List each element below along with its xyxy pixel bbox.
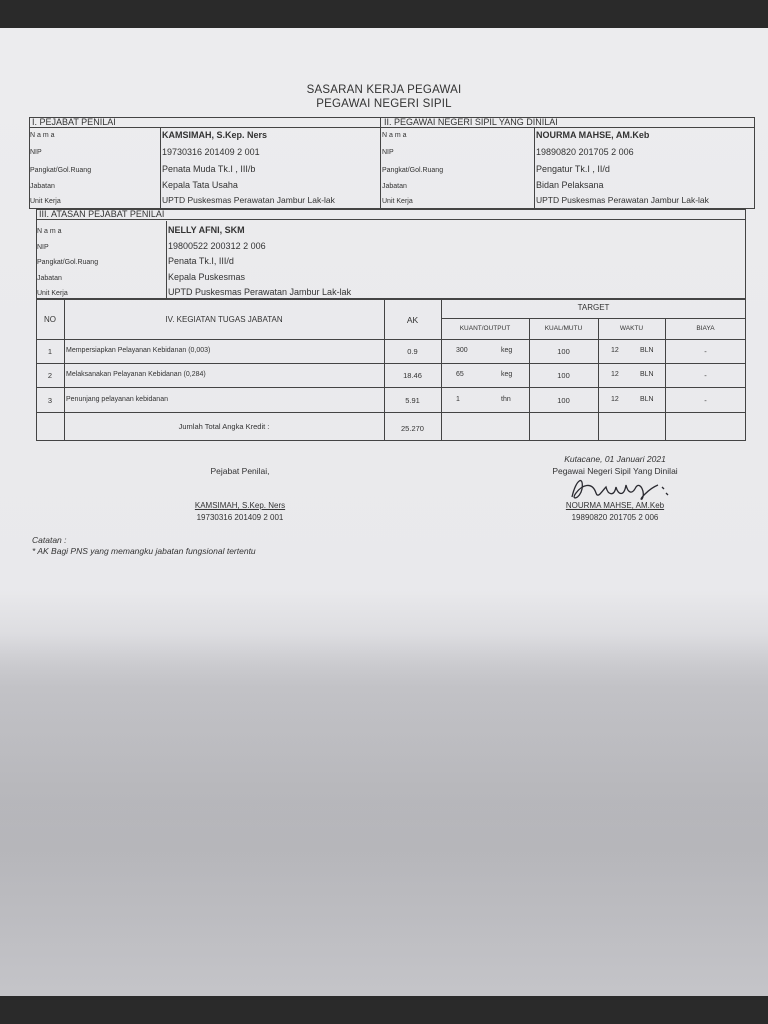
table-row-2-ak: 18.46 xyxy=(403,371,422,380)
pejabat-nip: 19730316 201409 2 001 xyxy=(162,147,260,157)
pejabat-title: Pejabat Penilai, xyxy=(210,466,270,476)
table-row-3-unit: thn xyxy=(501,396,511,403)
atasan-field-divider xyxy=(166,221,167,299)
col-target-header: TARGET xyxy=(577,303,610,312)
table-row-2-kegiatan: Melaksanakan Pelayanan Kebidanan (0,284) xyxy=(66,371,206,378)
pegawai-pangkat-label: Pangkat/Gol.Ruang xyxy=(382,167,444,174)
atasan-unit: UPTD Puskesmas Perawatan Jambur Lak-lak xyxy=(168,287,352,297)
page-shadow xyxy=(0,633,768,996)
col-line-ak xyxy=(441,299,442,441)
atasan-nama-label: N a m a xyxy=(37,228,62,235)
table-row-2-kuant: 65 xyxy=(456,371,464,378)
pejabat-jabatan-label: Jabatan xyxy=(30,183,55,190)
col-kual-header: KUAL/MUTU xyxy=(544,325,583,332)
col-ak-header: AK xyxy=(406,315,419,325)
table-row-1-unit: keg xyxy=(501,347,513,354)
row2-line xyxy=(36,387,746,388)
pegawai-nama-label: N a m a xyxy=(382,132,407,139)
pegawai-signature-name: NOURMA MAHSE, AM.Keb xyxy=(565,501,665,510)
table-row-1-waktu-unit: BLN xyxy=(640,347,654,354)
table-row-3-kuant: 1 xyxy=(456,396,460,403)
total-value: 25.270 xyxy=(401,424,424,433)
table-row-1-no: 1 xyxy=(47,347,53,356)
section-atasan xyxy=(36,209,746,299)
table-row-1-biaya: - xyxy=(704,347,707,356)
table-row-3-kual: 100 xyxy=(557,396,570,405)
table-row-2-biaya: - xyxy=(704,371,707,380)
pejabat-signature-name: KAMSIMAH, S.Kep. Ners xyxy=(194,501,286,510)
table-row-2-waktu-unit: BLN xyxy=(640,371,654,378)
pegawai-nip-label: NIP xyxy=(382,149,394,156)
col-kuant-header: KUANT/OUTPUT xyxy=(459,325,511,332)
atasan-unit-label: Unit Kerja xyxy=(37,290,68,297)
col-biaya-header: BIAYA xyxy=(696,325,715,332)
pejabat-penilai-header: I. PEJABAT PENILAI xyxy=(29,117,380,128)
pegawai-signature-nip: 19890820 201705 2 006 xyxy=(571,513,659,522)
pegawai-dinilai-header: II. PEGAWAI NEGERI SIPIL YANG DINILAI xyxy=(381,117,755,128)
atasan-nama: NELLY AFNI, SKM xyxy=(168,225,245,235)
pejabat-nama: KAMSIMAH, S.Kep. Ners xyxy=(162,130,268,140)
table-row-3-biaya: - xyxy=(704,396,707,405)
pegawai-nip: 19890820 201705 2 006 xyxy=(536,147,634,157)
col-no-header: NO xyxy=(44,315,56,324)
pejabat-pangkat-label: Pangkat/Gol.Ruang xyxy=(30,167,92,174)
table-row-1-ak: 0.9 xyxy=(407,347,418,356)
table-row-3-waktu: 12 xyxy=(611,396,619,403)
row1-line xyxy=(36,363,746,364)
table-row-3-kegiatan: Penunjang pelayanan kebidanan xyxy=(66,396,168,403)
table-row-2-unit: keg xyxy=(501,371,513,378)
pegawai-jabatan: Bidan Pelaksana xyxy=(536,180,604,190)
total-label: Jumlah Total Angka Kredit : xyxy=(178,422,270,431)
atasan-nip: 19800522 200312 2 006 xyxy=(168,241,266,251)
catatan-label: Catatan : xyxy=(32,535,67,545)
table-row-1-kuant: 300 xyxy=(456,347,468,354)
pejabat-nama-label: N a m a xyxy=(30,132,55,139)
col-waktu-header: WAKTU xyxy=(619,325,644,332)
pegawai-title: Pegawai Negeri Sipil Yang Dinilai xyxy=(552,466,678,476)
pejabat-jabatan: Kepala Tata Usaha xyxy=(162,180,238,190)
pejabat-unit-label: Unit Kerja xyxy=(30,198,61,205)
atasan-jabatan: Kepala Puskesmas xyxy=(168,272,246,282)
table-row-1-waktu: 12 xyxy=(611,347,619,354)
pejabat-nip-label: NIP xyxy=(30,149,42,156)
place-date: Kutacane, 01 Januari 2021 xyxy=(564,454,666,464)
pejabat-unit: UPTD Puskesmas Perawatan Jambur Lak-lak xyxy=(162,195,335,205)
table-row-1-kual: 100 xyxy=(557,347,570,356)
section-divider xyxy=(380,117,381,209)
header-bottom-line xyxy=(36,339,746,340)
handwritten-signature xyxy=(562,471,682,505)
pegawai-jabatan-label: Jabatan xyxy=(382,183,407,190)
document-subtitle: PEGAWAI NEGERI SIPIL xyxy=(316,98,452,110)
pegawai-pangkat: Pengatur Tk.I , II/d xyxy=(536,164,610,174)
document-title: SASARAN KERJA PEGAWAI xyxy=(306,84,462,96)
row3-line xyxy=(36,412,746,413)
target-header-line xyxy=(441,318,746,319)
table-row-1-kegiatan: Mempersiapkan Pelayanan Kebidanan (0,003) xyxy=(66,347,211,354)
atasan-header: III. ATASAN PEJABAT PENILAI xyxy=(36,209,746,220)
table-row-2-no: 2 xyxy=(47,371,53,380)
pegawai-unit-label: Unit Kerja xyxy=(382,198,413,205)
pegawai-field-divider xyxy=(534,128,535,209)
pejabat-pangkat: Penata Muda Tk.I , III/b xyxy=(162,164,256,174)
atasan-jabatan-label: Jabatan xyxy=(37,275,62,282)
atasan-pangkat: Penata Tk.I, III/d xyxy=(168,256,234,266)
pegawai-nama: NOURMA MAHSE, AM.Keb xyxy=(536,130,650,140)
table-row-3-ak: 5.91 xyxy=(405,396,420,405)
table-row-3-no: 3 xyxy=(47,396,53,405)
table-row-2-waktu: 12 xyxy=(611,371,619,378)
table-row-2-kual: 100 xyxy=(557,371,570,380)
pegawai-unit: UPTD Puskesmas Perawatan Jambur Lak-lak xyxy=(536,195,709,205)
table-row-3-waktu-unit: BLN xyxy=(640,396,654,403)
catatan-text: * AK Bagi PNS yang memangku jabatan fungsional tertentu xyxy=(32,546,256,556)
pejabat-signature-nip: 19730316 201409 2 001 xyxy=(196,513,284,522)
col-kegiatan-header: IV. KEGIATAN TUGAS JABATAN xyxy=(165,315,283,324)
atasan-pangkat-label: Pangkat/Gol.Ruang xyxy=(37,259,99,266)
pejabat-field-divider xyxy=(160,128,161,209)
document-paper xyxy=(0,28,768,996)
atasan-nip-label: NIP xyxy=(37,244,49,251)
col-line-kual xyxy=(598,318,599,441)
